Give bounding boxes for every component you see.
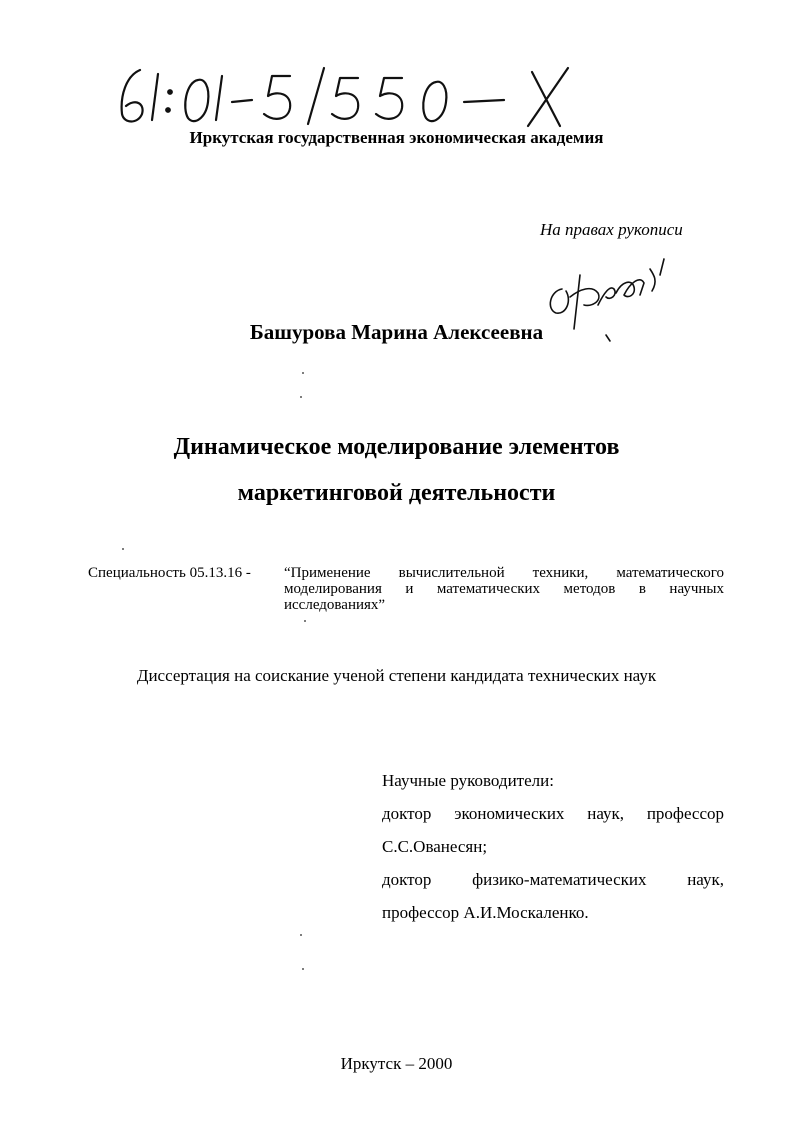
scan-speck <box>304 620 306 622</box>
supervisors-heading: Научные руководители: <box>382 771 554 790</box>
supervisor-1-name: С.С.Ованесян; <box>382 837 488 856</box>
dissertation-title <box>0 424 793 516</box>
scan-speck <box>300 396 302 398</box>
supervisor-2-name: профессор А.И.Москаленко. <box>382 903 589 922</box>
rights-notice: На правах рукописи <box>540 220 683 239</box>
city-year: Иркутск – 2000 <box>340 1054 453 1073</box>
handwritten-code <box>112 62 632 132</box>
scan-speck <box>302 372 304 374</box>
supervisors-block <box>382 764 724 929</box>
scan-speck <box>122 548 124 550</box>
degree-statement: Диссертация на соискание ученой степени кандидата технических наук <box>136 666 657 685</box>
scan-speck <box>302 968 304 970</box>
scan-speck <box>300 934 302 936</box>
specialty-description: “Применение вычислительной техники, математического моделирования и математических методов в научных исследованиях” <box>284 565 724 613</box>
title-line-1: Динамическое моделирование элементов <box>173 434 620 460</box>
specialty-label: Специальность 05.13.16 - <box>88 565 251 581</box>
supervisor-1-degree: доктор экономических наук, профессор <box>382 804 724 823</box>
institution-name: Иркутская государственная экономическая академия <box>189 128 604 147</box>
supervisor-2-degree: доктор физико-математических наук, <box>382 870 724 889</box>
title-line-2: маркетинговой деятельности <box>237 480 556 506</box>
author-name: Башурова Марина Алексеевна <box>249 320 544 344</box>
